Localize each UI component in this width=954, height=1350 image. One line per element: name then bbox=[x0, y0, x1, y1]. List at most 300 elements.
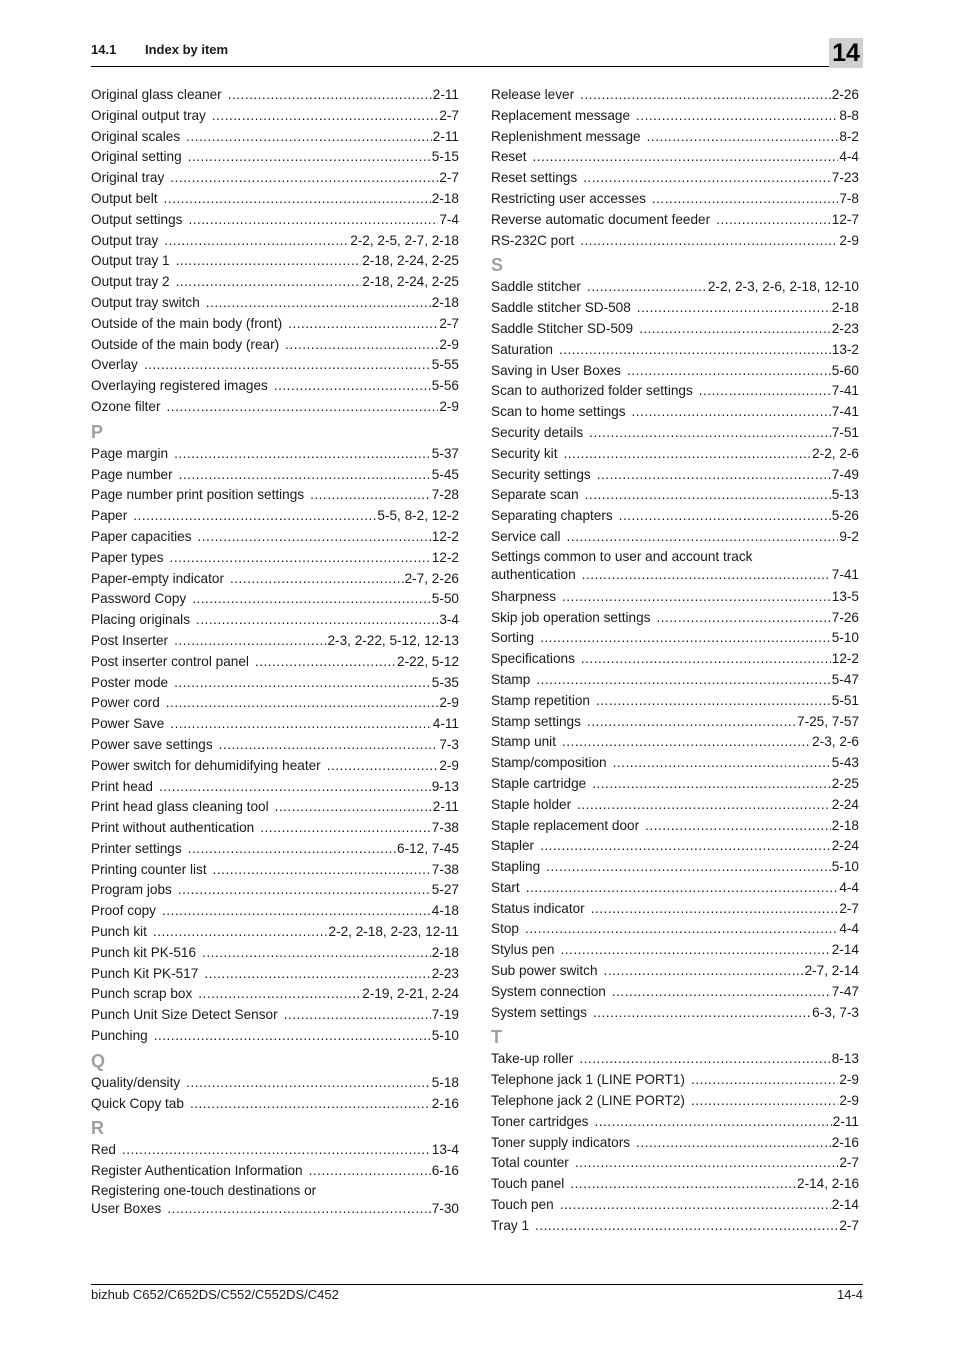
index-entry bbox=[91, 943, 459, 964]
dot-leader bbox=[562, 587, 831, 608]
index-entry-page-ref[interactable]: 7-30 bbox=[431, 1201, 459, 1217]
dot-leader bbox=[533, 147, 839, 168]
index-entry-label: Toner supply indicators bbox=[491, 1134, 631, 1150]
index-entry-page-ref[interactable]: 2-11 bbox=[432, 87, 459, 102]
index-entry-label: Saddle stitcher bbox=[491, 279, 581, 295]
index-entry-page-ref[interactable]: 7-23 bbox=[831, 170, 859, 186]
index-entry bbox=[91, 355, 459, 376]
dot-leader bbox=[560, 940, 830, 961]
dot-leader bbox=[580, 85, 831, 106]
index-entry-page-ref[interactable]: 7-38 bbox=[431, 861, 459, 877]
index-entry-page-ref[interactable]: 6-16 bbox=[431, 1163, 459, 1179]
index-entry-page-ref[interactable]: 8-8 bbox=[839, 107, 859, 123]
dot-leader bbox=[167, 1200, 431, 1218]
index-entry bbox=[491, 485, 859, 506]
index-entry-label: Total counter bbox=[491, 1155, 569, 1171]
index-entry-page-ref[interactable]: 2-24 bbox=[831, 838, 859, 854]
index-entry bbox=[491, 1070, 859, 1091]
index-entry bbox=[491, 1153, 859, 1174]
index-entry bbox=[491, 1174, 859, 1195]
dot-leader bbox=[587, 712, 796, 733]
index-entry-label: Ozone filter bbox=[91, 398, 161, 414]
index-entry-label: Saddle Stitcher SD-509 bbox=[491, 320, 634, 336]
index-entry-page-ref[interactable]: 2-2, 2-5, 2-7, 2-18 bbox=[350, 232, 459, 248]
dot-leader bbox=[592, 774, 831, 795]
index-entry-page-ref[interactable]: 2-14 bbox=[831, 1197, 859, 1213]
dot-leader bbox=[627, 361, 831, 382]
index-entry bbox=[91, 106, 459, 127]
dot-leader bbox=[170, 548, 431, 569]
index-entry-page-ref[interactable]: 2-7 bbox=[439, 170, 459, 186]
index-entry-page-ref[interactable]: 2-7 bbox=[439, 315, 459, 331]
index-entry-page-ref[interactable]: 2-16 bbox=[831, 1134, 859, 1150]
index-entry-label: Skip job operation settings bbox=[491, 609, 651, 625]
index-entry-page-ref[interactable]: 2-18 bbox=[831, 300, 859, 316]
index-entry-page-ref[interactable]: 2-25 bbox=[831, 775, 859, 791]
index-entry-page-ref[interactable]: 5-37 bbox=[431, 445, 459, 461]
index-entry-label: Stamp/composition bbox=[491, 755, 607, 771]
index-entry-label: Output tray switch bbox=[91, 294, 200, 310]
index-entry-page-ref[interactable]: 2-18 bbox=[431, 294, 459, 310]
dot-leader bbox=[122, 1140, 431, 1161]
index-entry-label: Output tray 1 bbox=[91, 253, 170, 269]
index-entry bbox=[491, 816, 859, 837]
index-entry-label: Punch Unit Size Detect Sensor bbox=[91, 1007, 278, 1023]
index-entry bbox=[91, 818, 459, 839]
index-entry-page-ref[interactable]: 12-2 bbox=[831, 651, 859, 667]
dot-leader bbox=[691, 1091, 838, 1112]
dot-leader bbox=[559, 340, 831, 361]
dot-leader bbox=[597, 465, 831, 486]
index-entry-label: Stamp settings bbox=[491, 713, 581, 729]
index-entry-page-ref[interactable]: 7-4 bbox=[439, 211, 459, 227]
index-entry bbox=[91, 839, 459, 860]
index-entry-page-ref[interactable]: 5-47 bbox=[831, 671, 859, 687]
index-entry bbox=[491, 1112, 859, 1133]
index-letter-heading: R bbox=[91, 1118, 104, 1139]
dot-leader bbox=[691, 1070, 838, 1091]
index-entry-page-ref[interactable]: 9-13 bbox=[431, 778, 459, 794]
index-entry-page-ref[interactable]: 2-11 bbox=[832, 1113, 859, 1129]
dot-leader bbox=[596, 691, 831, 712]
index-entry-page-ref[interactable]: 2-24 bbox=[831, 796, 859, 812]
index-entry-label: Output settings bbox=[91, 211, 183, 227]
index-entry-label: Scan to authorized folder settings bbox=[491, 383, 693, 399]
index-entry-label: Saddle stitcher SD-508 bbox=[491, 300, 631, 316]
index-entry-label: Output tray bbox=[91, 232, 159, 248]
index-entry bbox=[491, 774, 859, 795]
dot-leader bbox=[589, 423, 831, 444]
index-entry-label: Post inserter control panel bbox=[91, 653, 249, 669]
index-entry-label: Saturation bbox=[491, 341, 553, 357]
dot-leader bbox=[288, 314, 438, 335]
dot-leader bbox=[581, 649, 831, 670]
index-entry-page-ref[interactable]: 7-41 bbox=[831, 383, 859, 399]
index-entry bbox=[91, 610, 459, 631]
index-entry-label: Original setting bbox=[91, 149, 182, 165]
index-entry-page-ref[interactable]: 2-18 bbox=[831, 817, 859, 833]
index-entry-page-ref[interactable]: 4-11 bbox=[432, 716, 459, 732]
index-entry-label: Toner cartridges bbox=[491, 1113, 589, 1129]
dot-leader bbox=[213, 860, 431, 881]
index-entry-page-ref[interactable]: 2-16 bbox=[431, 1095, 459, 1111]
index-entry-label: Stylus pen bbox=[491, 942, 555, 958]
index-entry-page-ref[interactable]: 2-23 bbox=[831, 320, 859, 336]
index-entry bbox=[91, 335, 459, 356]
index-entry-page-ref[interactable]: 7-47 bbox=[831, 983, 859, 999]
index-entry bbox=[491, 982, 859, 1003]
index-entry-page-ref[interactable]: 2-2, 2-6 bbox=[812, 445, 859, 461]
index-entry-page-ref[interactable]: 2-11 bbox=[432, 128, 459, 144]
dot-leader bbox=[579, 1049, 830, 1070]
index-entry bbox=[491, 381, 859, 402]
index-entry bbox=[91, 756, 459, 777]
dot-leader bbox=[656, 608, 830, 629]
dot-leader bbox=[219, 735, 439, 756]
index-entry bbox=[491, 878, 859, 899]
index-entry bbox=[491, 319, 859, 340]
index-entry-page-ref[interactable]: 5-56 bbox=[431, 378, 459, 394]
index-entry-page-ref[interactable]: 2-18, 2-24, 2-25 bbox=[362, 274, 459, 290]
index-entry-page-ref[interactable]: 5-60 bbox=[831, 362, 859, 378]
index-entry bbox=[91, 85, 459, 106]
dot-leader bbox=[174, 631, 326, 652]
dot-leader bbox=[594, 1112, 831, 1133]
dot-leader bbox=[260, 818, 431, 839]
index-entry-label: Overlaying registered images bbox=[91, 378, 268, 394]
dot-leader bbox=[167, 397, 439, 418]
index-entry-page-ref[interactable]: 2-7 bbox=[439, 107, 459, 123]
index-entry-page-ref[interactable]: 5-35 bbox=[431, 674, 459, 690]
dot-leader bbox=[636, 1133, 831, 1154]
index-entry bbox=[491, 147, 859, 168]
index-entry-page-ref[interactable]: 7-25, 7-57 bbox=[797, 713, 859, 729]
index-entry-page-ref[interactable]: 4-4 bbox=[839, 879, 859, 895]
index-entry bbox=[91, 272, 459, 293]
index-entry-label-line1: Registering one-touch destinations or bbox=[91, 1183, 317, 1199]
index-entry-label: Stamp repetition bbox=[491, 692, 590, 708]
index-entry-page-ref[interactable]: 5-45 bbox=[431, 466, 459, 482]
index-entry-label: Poster mode bbox=[91, 674, 169, 690]
index-entry bbox=[91, 569, 459, 590]
index-entry bbox=[491, 587, 859, 608]
dot-leader bbox=[230, 569, 404, 590]
index-letter-heading: S bbox=[491, 255, 504, 276]
index-entry bbox=[91, 1026, 459, 1047]
index-entry bbox=[91, 485, 459, 506]
dot-leader bbox=[525, 919, 838, 940]
dot-leader bbox=[540, 836, 831, 857]
index-entry-label: Stop bbox=[491, 921, 519, 937]
index-entry bbox=[491, 670, 859, 691]
index-entry-label: Security kit bbox=[491, 445, 558, 461]
index-entry-page-ref[interactable]: 7-38 bbox=[431, 820, 459, 836]
dot-leader bbox=[585, 485, 831, 506]
index-entry-page-ref[interactable]: 5-43 bbox=[831, 755, 859, 771]
index-entry bbox=[491, 106, 859, 127]
index-entry bbox=[91, 1073, 459, 1094]
index-entry bbox=[91, 548, 459, 569]
index-entry-page-ref[interactable]: 5-50 bbox=[431, 591, 459, 607]
index-entry-label: Stamp unit bbox=[491, 734, 556, 750]
index-letter-heading: Q bbox=[91, 1050, 106, 1071]
index-entry-page-ref[interactable]: 2-19, 2-21, 2-24 bbox=[362, 986, 459, 1002]
index-entry bbox=[91, 1182, 459, 1218]
dot-leader bbox=[159, 777, 431, 798]
index-entry bbox=[491, 961, 859, 982]
index-entry-page-ref[interactable]: 2-7, 2-26 bbox=[404, 570, 459, 586]
index-entry bbox=[91, 1140, 459, 1161]
index-entry-page-ref[interactable]: 7-51 bbox=[831, 424, 859, 440]
dot-leader bbox=[526, 878, 839, 899]
index-entry-page-ref[interactable]: 2-7 bbox=[839, 1155, 859, 1171]
index-entry-page-ref[interactable]: 2-2, 2-18, 2-23, 12-11 bbox=[328, 924, 459, 940]
dot-leader bbox=[202, 943, 431, 964]
index-entry-page-ref[interactable]: 5-26 bbox=[831, 508, 859, 524]
index-entry bbox=[91, 127, 459, 148]
dot-leader bbox=[153, 922, 328, 943]
index-entry-page-ref[interactable]: 2-9 bbox=[839, 1093, 859, 1109]
index-entry bbox=[91, 506, 459, 527]
index-entry bbox=[491, 608, 859, 629]
index-entry-page-ref[interactable]: 2-11 bbox=[432, 799, 459, 815]
index-entry-page-ref[interactable]: 3-4 bbox=[439, 612, 459, 628]
index-entry-page-ref[interactable]: 7-3 bbox=[439, 736, 459, 752]
index-entry-page-ref[interactable]: 5-51 bbox=[831, 692, 859, 708]
index-entry-page-ref[interactable]: 7-26 bbox=[831, 609, 859, 625]
dot-leader bbox=[562, 732, 811, 753]
index-entry-page-ref[interactable]: 2-2, 2-3, 2-6, 2-18, 12-10 bbox=[707, 279, 859, 295]
index-entry-page-ref[interactable]: 2-18 bbox=[431, 190, 459, 206]
index-entry-label: Staple holder bbox=[491, 796, 572, 812]
index-entry bbox=[91, 1094, 459, 1115]
index-entry bbox=[91, 231, 459, 252]
index-entry-page-ref[interactable]: 4-4 bbox=[839, 921, 859, 937]
dot-leader bbox=[570, 1174, 796, 1195]
index-entry-label: Security settings bbox=[491, 466, 591, 482]
index-entry-page-ref[interactable]: 2-26 bbox=[831, 87, 859, 102]
index-entry-label: Original glass cleaner bbox=[91, 87, 222, 102]
index-entry bbox=[91, 251, 459, 272]
dot-leader bbox=[188, 210, 438, 231]
index-entry bbox=[491, 732, 859, 753]
index-entry-page-ref[interactable]: 2-7 bbox=[839, 1217, 859, 1233]
index-entry-label: Specifications bbox=[491, 651, 575, 667]
index-entry-page-ref[interactable]: 2-9 bbox=[839, 1072, 859, 1088]
dot-leader bbox=[285, 335, 438, 356]
index-entry-label: Printer settings bbox=[91, 840, 182, 856]
dot-leader bbox=[188, 839, 396, 860]
dot-leader bbox=[198, 984, 361, 1005]
index-entry-page-ref[interactable]: 2-14, 2-16 bbox=[797, 1176, 859, 1192]
index-entry-page-ref[interactable]: 13-2 bbox=[831, 341, 859, 357]
index-entry-label: Print head glass cleaning tool bbox=[91, 799, 269, 815]
index-entry-label: Staple cartridge bbox=[491, 775, 587, 791]
index-entry-page-ref[interactable]: 7-28 bbox=[431, 487, 459, 503]
dot-leader bbox=[636, 106, 838, 127]
dot-leader bbox=[186, 1073, 431, 1094]
dot-leader bbox=[582, 566, 831, 584]
index-entry-page-ref[interactable]: 12-7 bbox=[831, 211, 859, 227]
index-entry bbox=[91, 714, 459, 735]
dot-leader bbox=[580, 231, 838, 252]
index-entry bbox=[491, 1049, 859, 1070]
index-entry-label: Output belt bbox=[91, 190, 158, 206]
dot-leader bbox=[613, 753, 831, 774]
index-entry-page-ref[interactable]: 7-41 bbox=[831, 566, 859, 582]
index-entry bbox=[91, 631, 459, 652]
index-entry bbox=[91, 397, 459, 418]
index-entry-page-ref[interactable]: 2-3, 2-22, 5-12, 12-13 bbox=[327, 632, 459, 648]
index-entry-label: Outside of the main body (rear) bbox=[91, 336, 280, 352]
index-entry-label: RS-232C port bbox=[491, 232, 575, 248]
index-column-left bbox=[91, 85, 459, 1221]
index-entry-label: Sharpness bbox=[491, 588, 556, 604]
index-entry-page-ref[interactable]: 5-10 bbox=[831, 630, 859, 646]
index-entry-label: Output tray 2 bbox=[91, 274, 170, 290]
index-entry bbox=[491, 940, 859, 961]
index-entry-label: Release lever bbox=[491, 87, 575, 102]
index-entry-page-ref[interactable]: 5-10 bbox=[831, 859, 859, 875]
index-entry-page-ref[interactable]: 2-7, 2-14 bbox=[804, 963, 859, 979]
index-entry-label: Status indicator bbox=[491, 900, 585, 916]
index-entry bbox=[491, 298, 859, 319]
index-entry bbox=[491, 753, 859, 774]
index-entry-page-ref[interactable]: 2-9 bbox=[439, 695, 459, 711]
dot-leader bbox=[196, 610, 438, 631]
index-entry bbox=[491, 189, 859, 210]
index-entry-page-ref[interactable]: 5-5, 8-2, 12-2 bbox=[377, 508, 459, 524]
index-entry bbox=[91, 589, 459, 610]
index-entry bbox=[491, 210, 859, 231]
index-entry-page-ref[interactable]: 12-2 bbox=[431, 528, 459, 544]
dot-leader bbox=[255, 652, 396, 673]
index-entry-label: Punch kit PK-516 bbox=[91, 944, 197, 960]
index-entry-label: Outside of the main body (front) bbox=[91, 315, 283, 331]
index-entry-page-ref[interactable]: 4-4 bbox=[839, 149, 859, 165]
index-entry-page-ref[interactable]: 13-5 bbox=[831, 588, 859, 604]
dot-leader bbox=[206, 293, 431, 314]
index-entry-label: Punching bbox=[91, 1028, 148, 1044]
index-entry-label: Paper-empty indicator bbox=[91, 570, 224, 586]
index-entry-page-ref[interactable]: 2-23 bbox=[431, 965, 459, 981]
index-entry-page-ref[interactable]: 7-49 bbox=[831, 466, 859, 482]
index-entry-page-ref[interactable]: 2-14 bbox=[831, 942, 859, 958]
dot-leader bbox=[144, 355, 431, 376]
dot-leader bbox=[170, 168, 438, 189]
index-entry-page-ref[interactable]: 2-18, 2-24, 2-25 bbox=[362, 253, 459, 269]
index-entry-label: Telephone jack 1 (LINE PORT1) bbox=[491, 1072, 685, 1088]
index-entry-page-ref[interactable]: 2-7 bbox=[839, 900, 859, 916]
index-entry-page-ref[interactable]: 5-18 bbox=[431, 1074, 459, 1090]
index-entry bbox=[91, 527, 459, 548]
index-entry bbox=[91, 901, 459, 922]
index-entry-page-ref[interactable]: 2-22, 5-12 bbox=[397, 653, 459, 669]
dot-leader bbox=[179, 465, 431, 486]
dot-leader bbox=[186, 127, 432, 148]
dot-leader bbox=[647, 127, 839, 148]
dot-leader bbox=[176, 272, 362, 293]
index-entry-label: Original scales bbox=[91, 128, 181, 144]
index-entry-page-ref[interactable]: 2-9 bbox=[439, 398, 459, 414]
index-entry-page-ref[interactable]: 2-18 bbox=[431, 944, 459, 960]
index-entry-page-ref[interactable]: 5-15 bbox=[431, 149, 459, 165]
index-entry-label: Stamp bbox=[491, 671, 531, 687]
index-entry-label: User Boxes bbox=[91, 1201, 162, 1217]
index-entry-page-ref[interactable]: 13-4 bbox=[431, 1142, 459, 1158]
index-entry-label: Original tray bbox=[91, 170, 165, 186]
index-entry-page-ref[interactable]: 12-2 bbox=[431, 549, 459, 565]
index-entry-page-ref[interactable]: 6-3, 7-3 bbox=[812, 1004, 859, 1020]
index-entry bbox=[491, 899, 859, 920]
index-entry-page-ref[interactable]: 2-9 bbox=[439, 757, 459, 773]
index-entry bbox=[91, 168, 459, 189]
index-entry bbox=[91, 147, 459, 168]
index-entry-label: Telephone jack 2 (LINE PORT2) bbox=[491, 1093, 685, 1109]
index-entry-label: Post Inserter bbox=[91, 632, 169, 648]
index-entry-page-ref[interactable]: 7-19 bbox=[431, 1007, 459, 1023]
index-entry bbox=[491, 548, 859, 584]
index-entry bbox=[491, 231, 859, 252]
index-entry-page-ref[interactable]: 5-27 bbox=[431, 882, 459, 898]
index-entry bbox=[91, 314, 459, 335]
index-entry-page-ref[interactable]: 9-2 bbox=[839, 528, 859, 544]
index-entry bbox=[91, 1161, 459, 1182]
dot-leader bbox=[164, 189, 431, 210]
index-entry-page-ref[interactable]: 6-12, 7-45 bbox=[397, 840, 459, 856]
dot-leader bbox=[540, 628, 831, 649]
index-entry-label: Power switch for dehumidifying heater bbox=[91, 757, 321, 773]
index-entry-page-ref[interactable]: 7-8 bbox=[839, 190, 859, 206]
index-entry-label: Reverse automatic document feeder bbox=[491, 211, 711, 227]
dot-leader bbox=[164, 231, 349, 252]
footer-page-number: 14-4 bbox=[836, 1287, 863, 1302]
index-entry-page-ref[interactable]: 8-13 bbox=[831, 1051, 859, 1067]
index-entry-page-ref[interactable]: 5-10 bbox=[431, 1028, 459, 1044]
index-entry bbox=[491, 919, 859, 940]
index-entry-page-ref[interactable]: 2-3, 2-6 bbox=[812, 734, 859, 750]
dot-leader bbox=[567, 527, 839, 548]
index-entry bbox=[491, 527, 859, 548]
dot-leader bbox=[274, 376, 431, 397]
dot-leader bbox=[563, 444, 811, 465]
index-letter-heading: P bbox=[91, 421, 104, 442]
index-entry-label: Proof copy bbox=[91, 903, 156, 919]
index-entry-page-ref[interactable]: 7-41 bbox=[831, 404, 859, 420]
index-entry-page-ref[interactable]: 8-2 bbox=[839, 128, 859, 144]
index-entry-label: Scan to home settings bbox=[491, 404, 626, 420]
index-entry-page-ref[interactable]: 2-9 bbox=[439, 336, 459, 352]
index-entry-label: Punch scrap box bbox=[91, 986, 193, 1002]
chapter-badge: 14 bbox=[829, 38, 863, 68]
index-entry-label: Take-up roller bbox=[491, 1051, 574, 1067]
index-entry bbox=[491, 127, 859, 148]
index-entry-page-ref[interactable]: 2-9 bbox=[839, 232, 859, 248]
dot-leader bbox=[645, 816, 831, 837]
index-entry-page-ref[interactable]: 5-13 bbox=[831, 487, 859, 503]
dot-leader bbox=[310, 485, 431, 506]
index-entry-page-ref[interactable]: 4-18 bbox=[431, 903, 459, 919]
dot-leader bbox=[204, 964, 430, 985]
index-entry bbox=[91, 797, 459, 818]
index-entry bbox=[491, 691, 859, 712]
index-entry bbox=[491, 85, 859, 106]
section-title: Index by item bbox=[145, 42, 229, 57]
index-letter-heading: T bbox=[491, 1027, 502, 1048]
dot-leader bbox=[593, 1003, 811, 1024]
index-entry bbox=[91, 210, 459, 231]
index-entry-page-ref[interactable]: 5-55 bbox=[431, 357, 459, 373]
